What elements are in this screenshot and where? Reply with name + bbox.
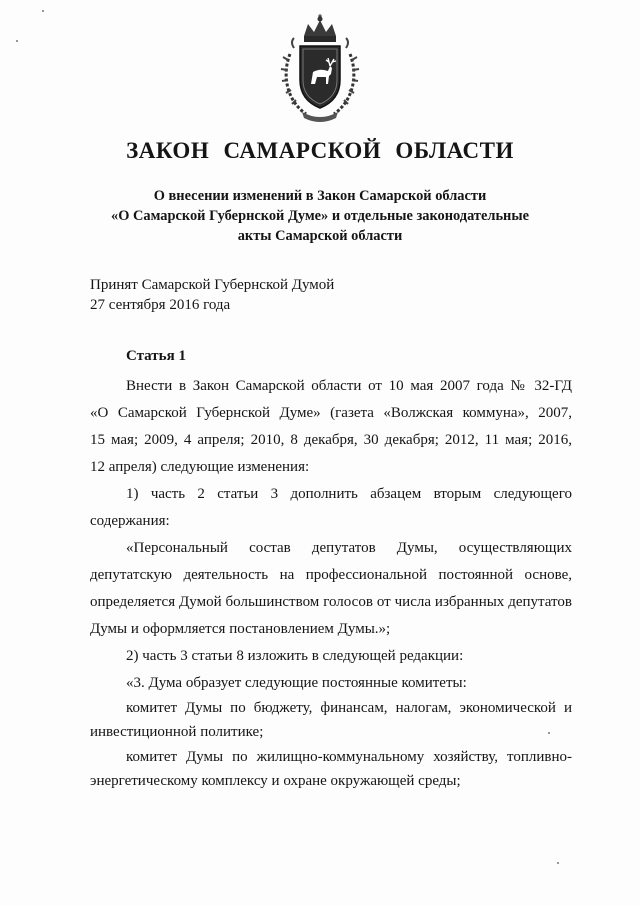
body-line: Внести в Закон Самарской области от 10 мая 2007 года № 32-ГД — [126, 378, 572, 394]
body-line: 15 мая; 2009, 4 апреля; 2010, 8 декабря, 30 декабря; 2012, 11 мая; 2016, — [90, 432, 572, 448]
body-line: комитет Думы по жилищно-коммунальному хозяйству, топливно- — [126, 749, 572, 765]
subtitle-line: «О Самарской Губернской Думе» и отдельные законодательные — [111, 208, 529, 224]
body-line: определяется Думой большинством голосов от числа избранных депутатов — [90, 594, 572, 610]
article-body — [90, 373, 572, 795]
subtitle-line: акты Самарской области — [237, 228, 403, 244]
body-line: «3. Дума образует следующие постоянные комитеты: — [126, 675, 467, 691]
body-line: комитет Думы по бюджету, финансам, налогам, экономической и — [126, 700, 572, 716]
scan-speck — [557, 862, 559, 864]
adoption-note — [90, 275, 334, 315]
article-heading: Статья 1 — [126, 348, 186, 364]
samara-oblast-coat-of-arms-icon — [276, 14, 364, 124]
adoption-body-line: Принят Самарской Губернской Думой — [90, 277, 335, 293]
document-title: ЗАКОН САМАРСКОЙ ОБЛАСТИ — [126, 138, 514, 163]
adoption-date-line: 27 сентября 2016 года — [90, 297, 231, 313]
subtitle-line: О внесении изменений в Закон Самарской области — [153, 188, 487, 204]
body-line: энергетическому комплексу и охране окружающей среды; — [90, 773, 461, 789]
body-line: Думы и оформляется постановлением Думы.»; — [90, 621, 391, 637]
scan-speck — [548, 732, 550, 734]
document-subtitle — [60, 186, 580, 246]
body-line: 12 апреля) следующие изменения: — [90, 459, 310, 475]
body-line: «О Самарской Губернской Думе» (газета «Волжская коммуна», 2007, — [90, 405, 572, 421]
body-line: 2) часть 3 статьи 8 изложить в следующей редакции: — [126, 648, 464, 664]
body-line: содержания: — [90, 513, 170, 529]
body-line: «Персональный состав депутатов Думы, осуществляющих — [126, 540, 572, 556]
body-line: депутатскую деятельность на профессиональной постоянной основе, — [90, 567, 572, 583]
body-line: инвестиционной политике; — [90, 724, 264, 740]
body-line: 1) часть 2 статьи 3 дополнить абзацем вторым следующего — [126, 486, 572, 502]
scan-speck — [16, 40, 18, 42]
scan-speck — [42, 10, 44, 12]
